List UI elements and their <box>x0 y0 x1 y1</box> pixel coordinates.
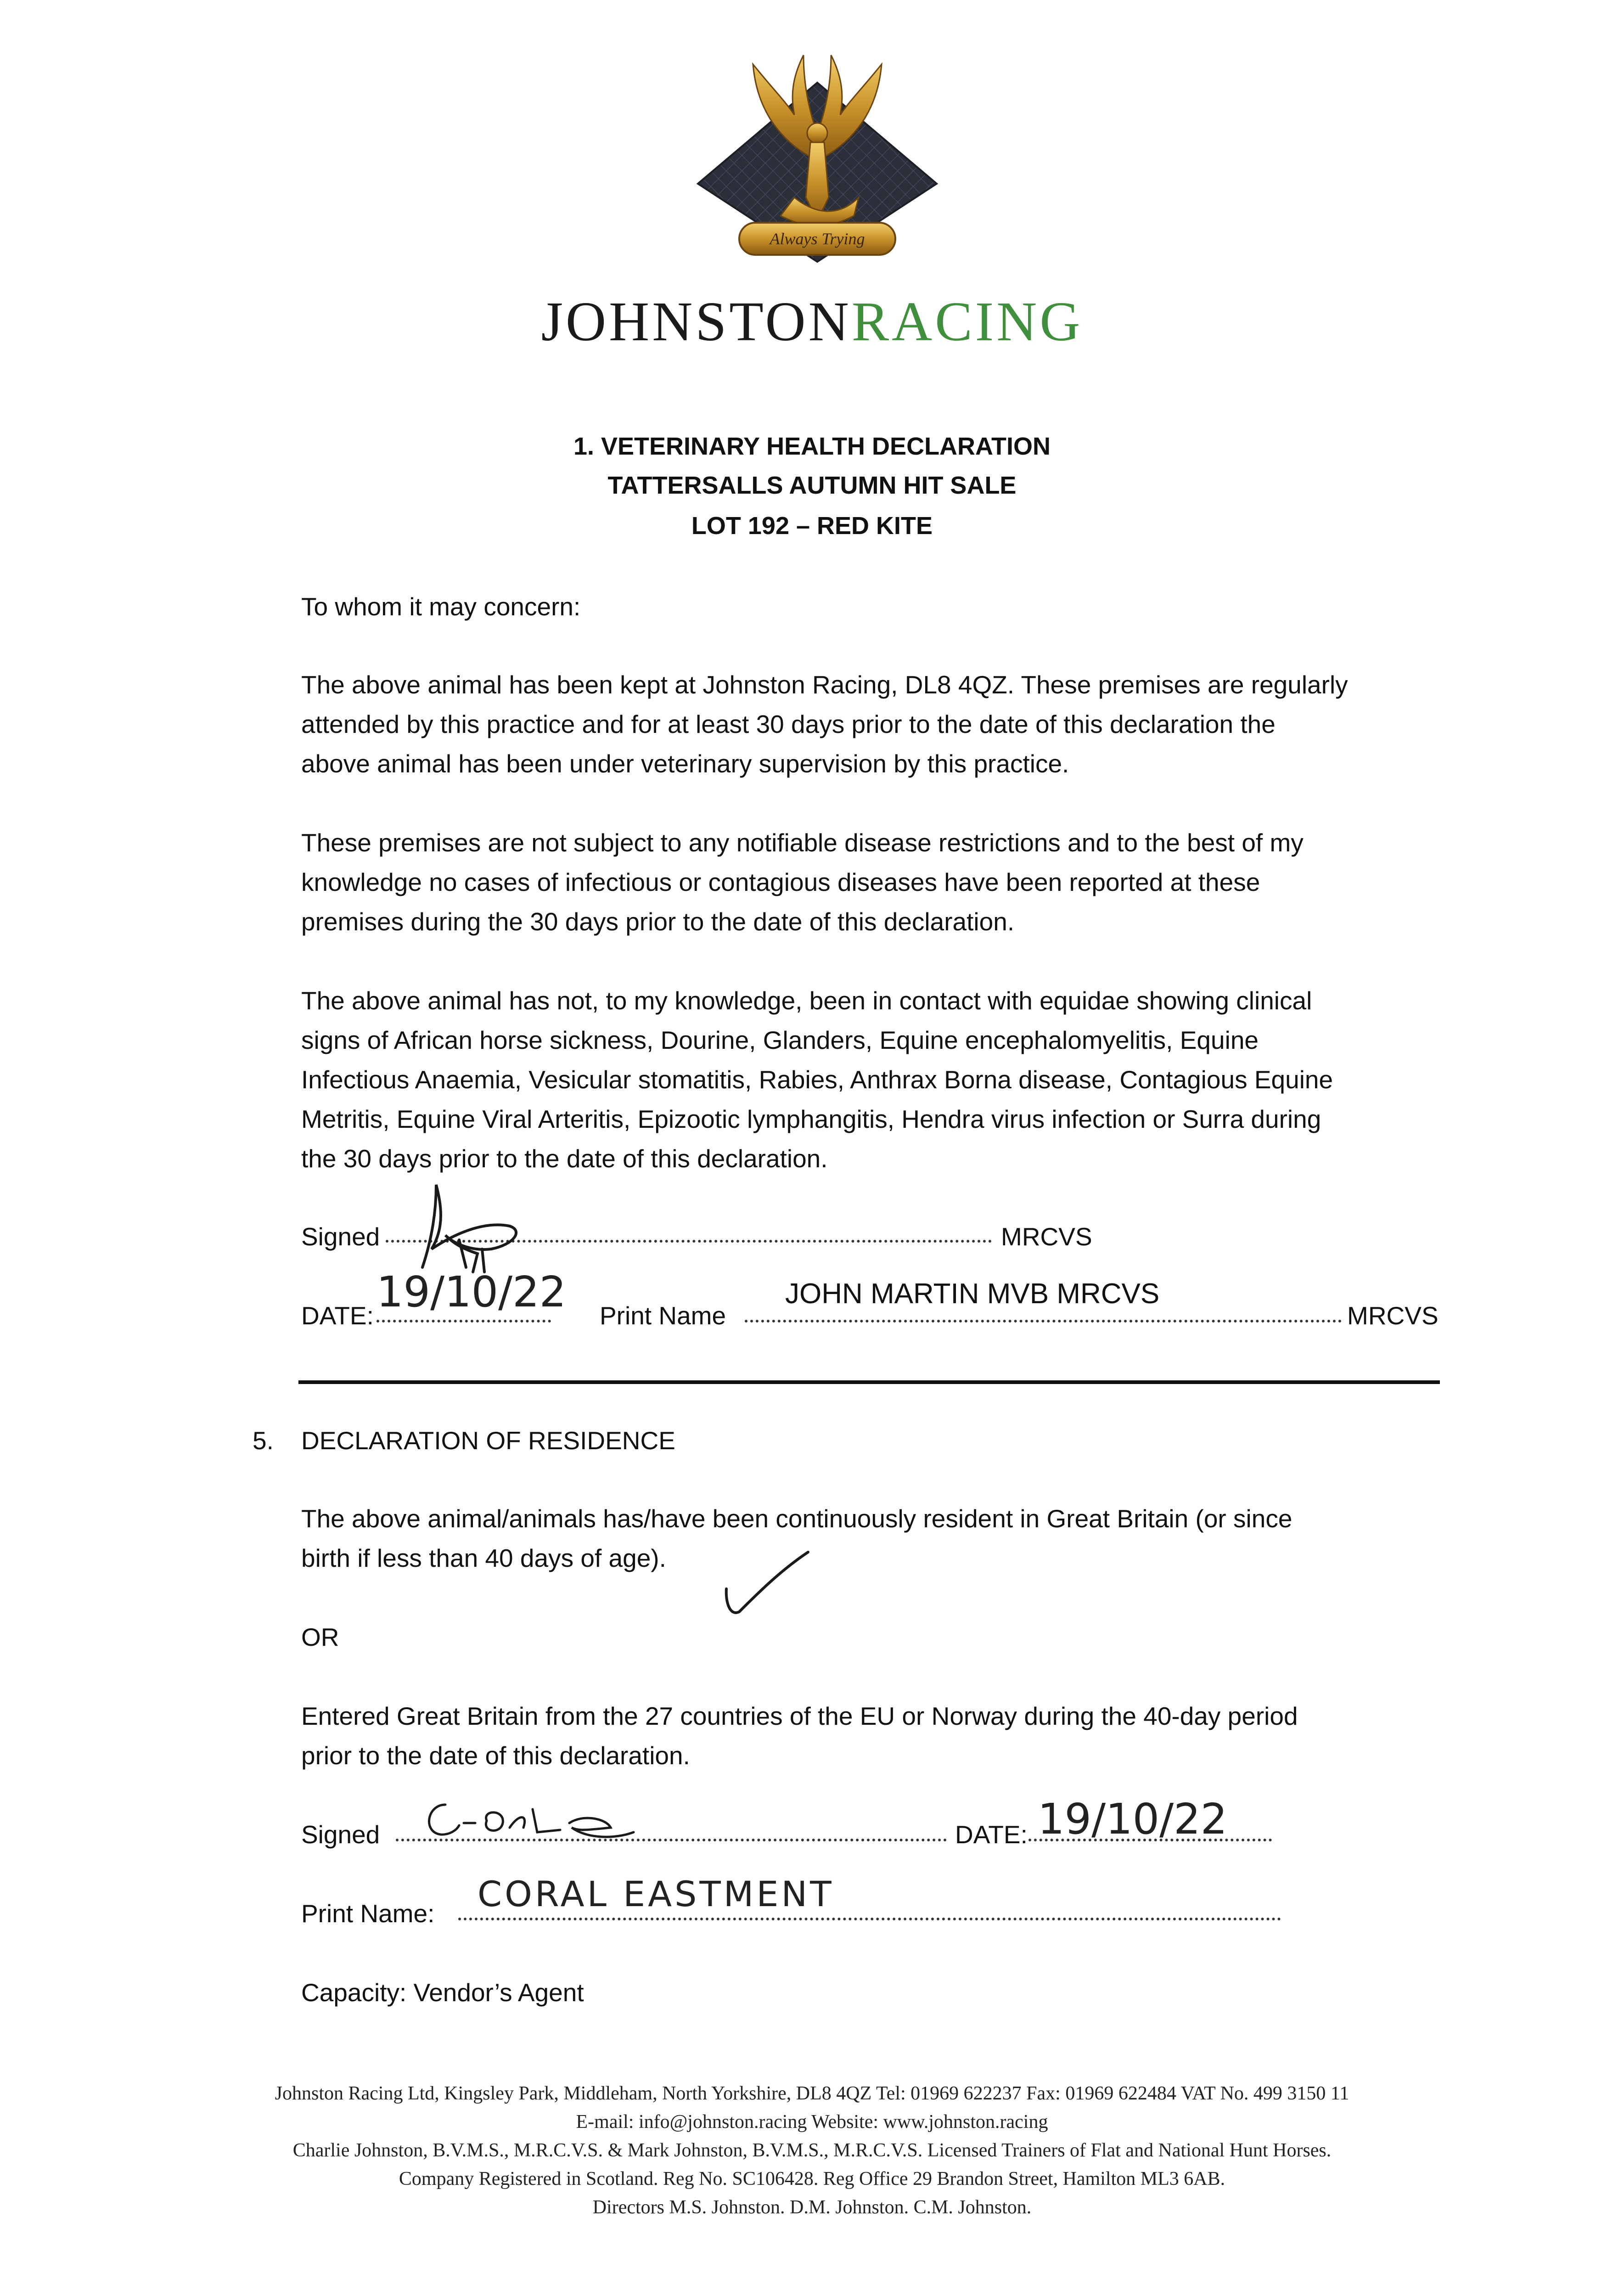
section-divider <box>298 1380 1440 1384</box>
residence-signed-label: Signed <box>301 1820 380 1849</box>
phoenix-emblem-icon <box>680 46 955 285</box>
vet-print-name-field <box>745 1320 1342 1322</box>
residence-print-name-label: Print Name: <box>301 1899 435 1928</box>
company-footer <box>0 2079 1624 2222</box>
agent-signature-scribble <box>413 1795 652 1846</box>
residence-date-handwritten: 19/10/22 <box>1038 1795 1228 1844</box>
paragraph-line: premises during the 30 days prior to the date of this declaration. <box>301 907 1015 936</box>
residence-print-name-handwritten: CORAL EASTMENT <box>478 1874 834 1914</box>
paragraph-line: Infectious Anaemia, Vesicular stomatitis, Rabies, Anthrax Borna disease, Contagious Equine <box>301 1065 1333 1094</box>
lot-title: LOT 192 – RED KITE <box>691 512 933 540</box>
residence-option-continuous <box>301 1499 1444 1578</box>
residence-print-name-field <box>458 1918 1281 1920</box>
paragraph-line: attended by this practice and for at least 30 days prior to the date of this declaration the <box>301 710 1276 738</box>
paragraph-line: knowledge no cases of infectious or contagious diseases have been reported at these <box>301 868 1260 896</box>
paragraph-line: These premises are not subject to any notifiable disease restrictions and to the best of my <box>301 828 1304 857</box>
paragraph-line: The above animal/animals has/have been continuously resident in Great Britain (or since <box>301 1504 1292 1533</box>
footer-trainers-line: Charlie Johnston, B.V.M.S., M.R.C.V.S. & Mark Johnston, B.V.M.S., M.R.C.V.S. Licensed Trainers of Flat and National Hunt Horses. <box>292 2140 1332 2161</box>
brand-wordmark <box>0 291 1624 353</box>
vet-date-handwritten: 19/10/22 <box>376 1267 567 1317</box>
residence-section-number: 5. <box>253 1426 274 1455</box>
residence-option-entered <box>301 1696 1444 1775</box>
paragraph-line: Entered Great Britain from the 27 countries of the EU or Norway during the 40-day period <box>301 1702 1298 1730</box>
footer-directors-line: Directors M.S. Johnston. D.M. Johnston. C.M. Johnston. <box>592 2197 1032 2218</box>
logo-motto: Always Trying <box>770 230 865 248</box>
paragraph-disease-restrictions <box>301 823 1444 941</box>
declaration-title: 1. VETERINARY HEALTH DECLARATION <box>573 433 1051 460</box>
vet-date-label: DATE: <box>301 1301 374 1330</box>
johnston-racing-logo <box>680 46 955 285</box>
paragraph-line: The above animal has not, to my knowledge, been in contact with equidae showing clinical <box>301 986 1312 1015</box>
footer-contact-line: E-mail: info@johnston.racing Website: www.johnston.racing <box>576 2111 1048 2133</box>
paragraph-premises <box>301 665 1444 783</box>
vet-signature-scribble <box>404 1176 569 1277</box>
paragraph-line: prior to the date of this declaration. <box>301 1741 690 1770</box>
paragraph-contact-equidae <box>301 981 1444 1178</box>
residence-capacity: Capacity: Vendor’s Agent <box>301 1978 584 2007</box>
paragraph-line: Metritis, Equine Viral Arteritis, Epizootic lymphangitis, Hendra virus infection or Surra during <box>301 1105 1321 1133</box>
salutation: To whom it may concern: <box>301 592 581 621</box>
residence-section-title: DECLARATION OF RESIDENCE <box>301 1426 675 1455</box>
footer-registration-line: Company Registered in Scotland. Reg No. SC106428. Reg Office 29 Brandon Street, Hamilton ML3 6AB. <box>399 2168 1225 2189</box>
vet-signed-label: Signed <box>301 1222 380 1251</box>
paragraph-line: the 30 days prior to the date of this declaration. <box>301 1144 828 1173</box>
checkmark-icon <box>721 1543 813 1626</box>
residence-date-label: DATE: <box>955 1820 1028 1849</box>
vet-print-mrcvs-label: MRCVS <box>1347 1301 1439 1330</box>
paragraph-line: above animal has been under veterinary supervision by this practice. <box>301 749 1069 778</box>
brand-name-johnston: JOHNSTON <box>541 291 852 353</box>
paragraph-line: The above animal has been kept at Johnston Racing, DL8 4QZ. These premises are regularly <box>301 670 1348 699</box>
paragraph-line: signs of African horse sickness, Dourine, Glanders, Equine encephalomyelitis, Equine <box>301 1026 1259 1054</box>
paragraph-line: birth if less than 40 days of age). <box>301 1544 666 1572</box>
vet-date-field <box>376 1320 551 1322</box>
vet-print-name-value: JOHN MARTIN MVB MRCVS <box>785 1278 1160 1310</box>
footer-address-line: Johnston Racing Ltd, Kingsley Park, Middleham, North Yorkshire, DL8 4QZ Tel: 01969 622237 Fax: 01969 622484 VAT No. 499 3150 11 <box>275 2083 1349 2104</box>
sale-title: TATTERSALLS AUTUMN HIT SALE <box>607 472 1017 499</box>
brand-name-racing: RACING <box>851 291 1083 353</box>
vet-print-name-label: Print Name <box>600 1301 726 1330</box>
residence-or-label: OR <box>301 1623 339 1651</box>
vet-mrcvs-label: MRCVS <box>1001 1222 1092 1251</box>
